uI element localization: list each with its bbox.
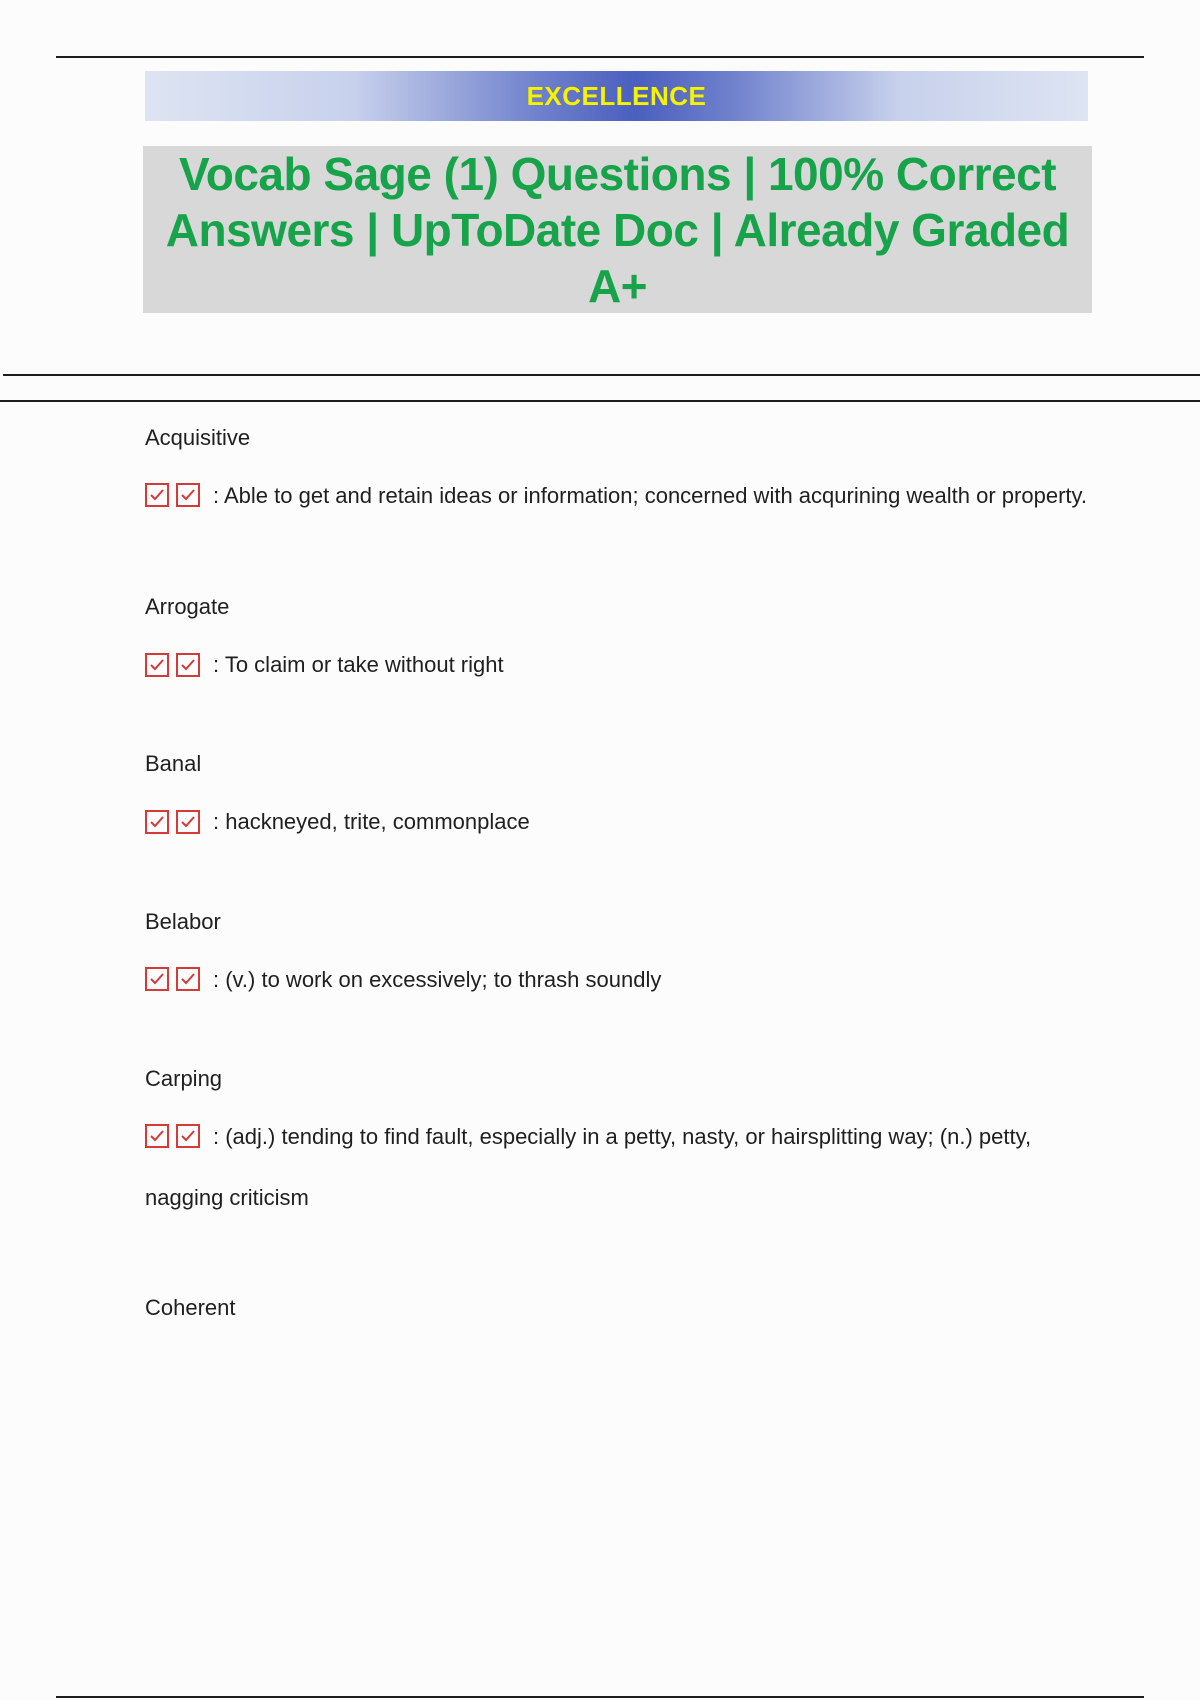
excellence-banner — [145, 71, 1088, 121]
vocab-term: Coherent — [145, 1294, 236, 1320]
banner-label: EXCELLENCE — [526, 80, 707, 111]
vocab-term: Carping — [145, 1065, 223, 1091]
top-rule — [56, 56, 1144, 58]
vocab-entry — [145, 589, 1095, 696]
checkbox-checked-icon — [145, 1124, 169, 1148]
vocab-term: Arrogate — [145, 594, 230, 620]
vocab-definition — [145, 635, 1095, 696]
definition-text: : To claim or take without right — [213, 652, 504, 678]
vocab-definition — [145, 792, 1095, 853]
vocab-entry — [145, 1061, 1095, 1228]
vocab-definition — [145, 950, 1095, 1011]
definition-text: : hackneyed, trite, commonplace — [213, 809, 530, 835]
checkbox-checked-icon — [176, 810, 200, 834]
checkbox-checked-icon — [145, 483, 169, 507]
vocab-term: Banal — [145, 751, 202, 777]
header-rule-lower — [0, 400, 1200, 402]
vocab-definition — [145, 466, 1095, 527]
checkmark-pair — [145, 1105, 207, 1165]
checkbox-checked-icon — [176, 967, 200, 991]
definition-text: : (v.) to work on excessively; to thrash soundly — [213, 966, 662, 992]
vocab-entry — [145, 420, 1095, 527]
checkbox-checked-icon — [176, 653, 200, 677]
header-rule-upper — [3, 374, 1200, 376]
vocab-entry — [145, 746, 1095, 853]
checkmark-pair — [145, 948, 207, 1008]
document-title: Vocab Sage (1) Questions | 100% Correct Answers | UpToDate Doc | Already Graded A+ — [165, 147, 1070, 312]
checkbox-checked-icon — [145, 810, 169, 834]
definition-text: : Able to get and retain ideas or information; concerned with acqurining wealth or property. — [213, 483, 1087, 508]
bottom-rule — [56, 1696, 1144, 1698]
vocab-entry — [145, 1290, 1095, 1326]
vocab-term: Belabor — [145, 908, 221, 934]
checkbox-checked-icon — [145, 653, 169, 677]
vocab-definition — [145, 1107, 1095, 1228]
vocab-list — [145, 420, 1095, 1388]
checkmark-pair — [145, 633, 207, 693]
title-box — [143, 146, 1092, 313]
checkbox-checked-icon — [176, 1124, 200, 1148]
checkmark-pair — [145, 791, 207, 851]
vocab-term: Acquisitive — [145, 425, 251, 450]
checkbox-checked-icon — [176, 483, 200, 507]
checkbox-checked-icon — [145, 967, 169, 991]
definition-text: : (adj.) tending to find fault, especially in a petty, nasty, or hairsplitting way; (n.) petty, nagging criticism — [145, 1123, 1032, 1210]
checkmark-pair — [145, 464, 207, 524]
vocab-entry — [145, 904, 1095, 1011]
